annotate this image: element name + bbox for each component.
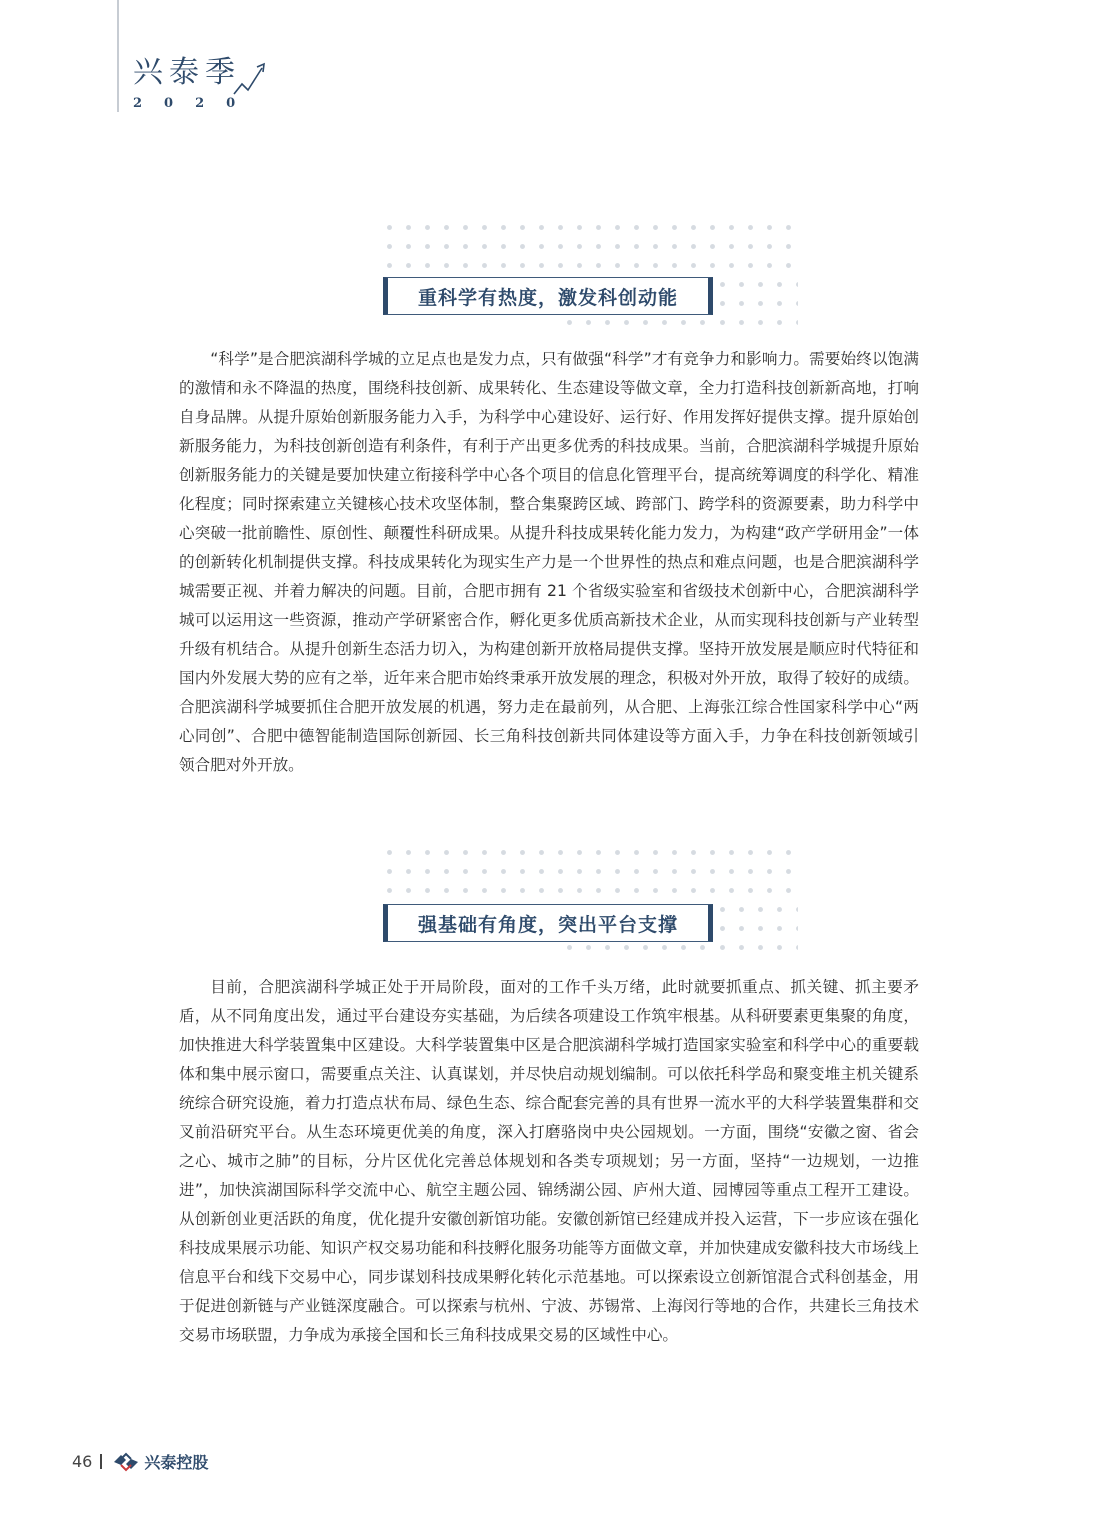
trend-arrow-icon <box>232 58 272 98</box>
company-name: 兴泰控股 <box>144 1453 209 1472</box>
section-1-dot-pattern-right <box>713 275 798 332</box>
section-2-heading-text: 强基础有角度，突出平台支撑 <box>417 913 678 936</box>
page-footer <box>72 1450 208 1473</box>
page-number: 46 <box>72 1452 93 1471</box>
section-2-heading <box>383 904 713 942</box>
magazine-title: 兴泰季 <box>133 55 241 90</box>
magazine-year: 2020 <box>133 96 258 111</box>
section-2-dot-pattern-right <box>713 900 798 957</box>
header-vertical-rule <box>117 0 119 112</box>
section-1-heading-text: 重科学有热度，激发科创动能 <box>417 286 678 309</box>
section-1-heading <box>383 277 713 315</box>
footer-divider <box>100 1454 102 1469</box>
section-1-dot-pattern-top <box>380 218 798 275</box>
section-1-paragraph: “科学”是合肥滨湖科学城的立足点也是发力点，只有做强“科学”才有竞争力和影响力。需要始终以饱满的激情和永不降温的热度，围绕科技创新、成果转化、生态建设等做文章，全力打造科技创新新高地，打响自身品牌。从提升原始创新服务能力入手，为科学中心建设好、运行好、作用发挥好提供支撑。提升原始创新服务能力，为科技创新创造有利条件，有利于产出更多优秀的科技成果。当前，合肥滨湖科学城提升原始创新服务能力的关键是要加快建立衔接科学中心各个项目的信息化管理平台，提高统筹调度的科学化、精准化程度；同时探索建立关键核心技术攻坚体制，整合集聚跨区域、跨部门、跨学科的资源要素，助力科学中心突破一批前瞻性、原创性、颠覆性科研成果。从提升科技成果转化能力发力，为构建“政产学研用金”一体的创新转化机制提供支撑。科技成果转化为现实生产力是一个世界性的热点和难点问题，也是合肥滨湖科学城需要正视、并着力解决的问题。目前，合肥市拥有 21 个省级实验室和省级技术创新中心，合肥滨湖科学城可以运用这一些资源，推动产学研紧密合作，孵化更多优质高新技术企业，从而实现科技创新与产业转型升级有机结合。从提升创新生态活力切入，为构建创新开放格局提供支撑。坚持开放发展是顺应时代特征和国内外发展大势的应有之举，近年来合肥市始终秉承开放发展的理念，积极对外开放，取得了较好的成绩。合肥滨湖科学城要抓住合肥开放发展的机遇，努力走在最前列，从合肥、上海张江综合性国家科学中心“两心同创”、合肥中德智能制造国际创新园、长三角科技创新共同体建设等方面入手，力争在科技创新领域引领合肥对外开放。 <box>179 350 919 774</box>
section-1-dot-pattern-bottom <box>560 313 713 332</box>
section-2-paragraph: 目前，合肥滨湖科学城正处于开局阶段，面对的工作千头万绪，此时就要抓重点、抓关键、抓主要矛盾，从不同角度出发，通过平台建设夯实基础，为后续各项建设工作筑牢根基。从科研要素更集聚的角度，加快推进大科学装置集中区建设。大科学装置集中区是合肥滨湖科学城打造国家实验室和科学中心的重要载体和集中展示窗口，需要重点关注、认真谋划，并尽快启动规划编制。可以依托科学岛和聚变堆主机关键系统综合研究设施，着力打造点状布局、绿色生态、综合配套完善的具有世界一流水平的大科学装置集群和交叉前沿研究平台。从生态环境更优美的角度，深入打磨骆岗中央公园规划。一方面，围绕“安徽之窗、省会之心、城市之肺”的目标，分片区优化完善总体规划和各类专项规划；另一方面，坚持“一边规划，一边推进”，加快滨湖国际科学交流中心、航空主题公园、锦绣湖公园、庐州大道、园博园等重点工程开工建设。从创新创业更活跃的角度，优化提升安徽创新馆功能。安徽创新馆已经建成并投入运营，下一步应该在强化科技成果展示功能、知识产权交易功能和科技孵化服务功能等方面做文章，并加快建成安徽科技大市场线上信息平台和线下交易中心，同步谋划科技成果孵化转化示范基地。可以探索设立创新馆混合式科创基金，用于促进创新链与产业链深度融合。可以探索与杭州、宁波、苏锡常、上海闵行等地的合作，共建长三角技术交易市场联盟，力争成为承接全国和长三角科技成果交易的区域性中心。 <box>179 978 919 1344</box>
company-logo-icon <box>112 1452 140 1472</box>
section-2-dot-pattern-top <box>380 843 798 900</box>
